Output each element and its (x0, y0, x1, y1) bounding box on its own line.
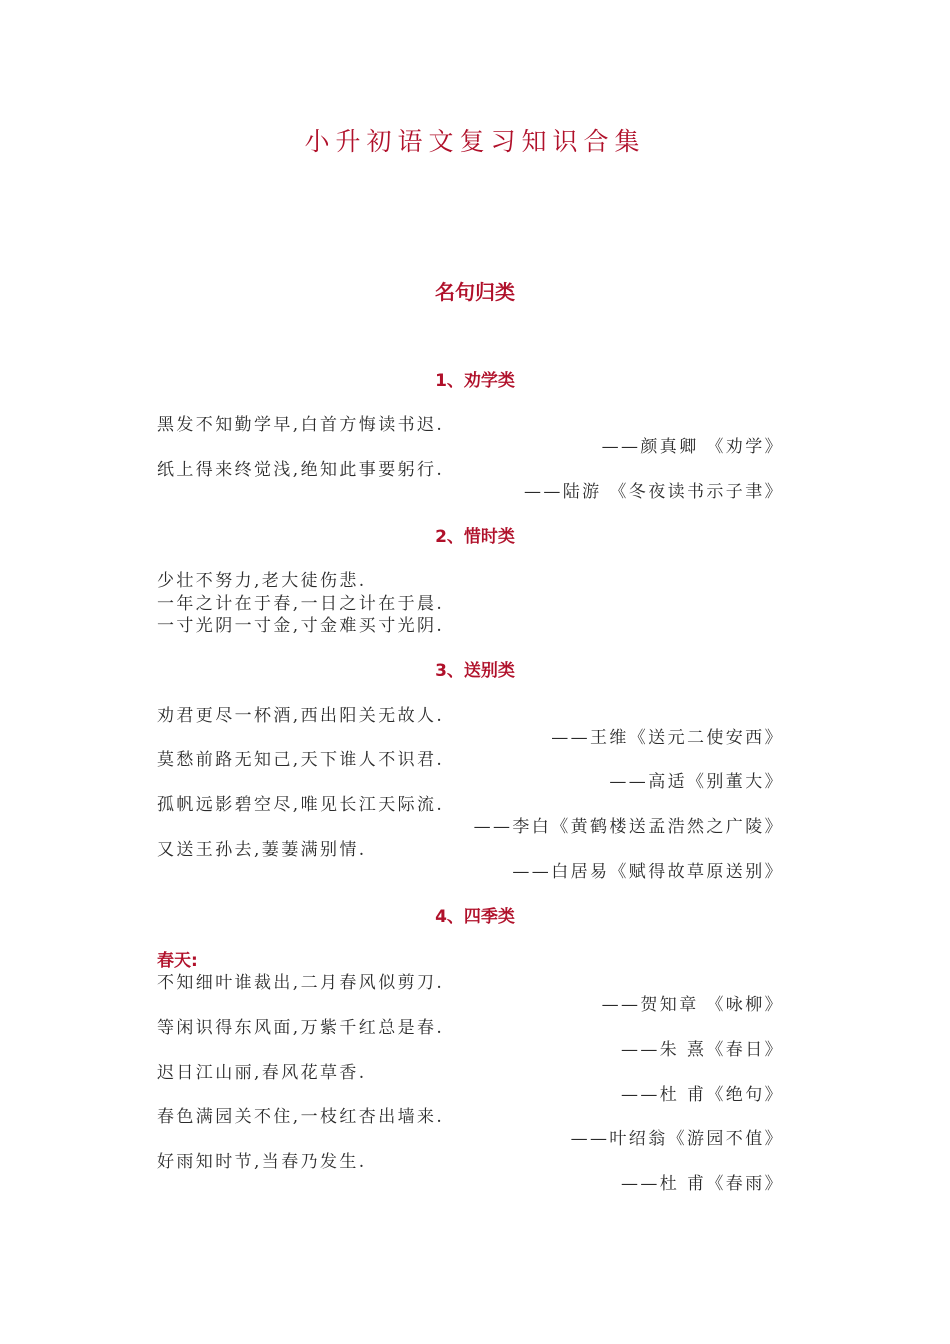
quote-line: 一寸光阴一寸金,寸金难买寸光阴. (157, 616, 445, 636)
quote-attribution: ——贺知章 《咏柳》 (601, 995, 784, 1015)
quote-line: 一年之计在于春,一日之计在于晨. (157, 594, 445, 614)
document-title: 小升初语文复习知识合集 (304, 127, 646, 156)
quote-attribution: ——王维《送元二使安西》 (551, 728, 784, 748)
quote-attribution: ——高适《别董大》 (609, 772, 784, 792)
quote-attribution: ——白居易《赋得故草原送别》 (512, 862, 784, 882)
quote-line: 春色满园关不住,一枝红杏出墙来. (157, 1107, 445, 1127)
category-heading: 3、送别类 (435, 661, 515, 681)
season-subheading: 春天: (157, 951, 198, 971)
quote-line: 孤帆远影碧空尽,唯见长江天际流. (157, 795, 445, 815)
category-heading: 2、惜时类 (435, 527, 515, 547)
quote-attribution: ——杜 甫《绝句》 (620, 1085, 784, 1105)
category-heading: 4、四季类 (435, 907, 515, 927)
quote-line: 黑发不知勤学早,白首方悔读书迟. (157, 415, 445, 435)
quote-line: 劝君更尽一杯酒,西出阳关无故人. (157, 706, 445, 726)
category-heading: 1、劝学类 (435, 371, 515, 391)
quote-line: 好雨知时节,当春乃发生. (157, 1152, 367, 1172)
quote-line: 纸上得来终觉浅,绝知此事要躬行. (157, 460, 445, 480)
quote-attribution: ——朱 熹《春日》 (620, 1040, 784, 1060)
quote-attribution: ——杜 甫《春雨》 (620, 1174, 784, 1194)
quote-attribution: ——颜真卿 《劝学》 (601, 437, 784, 457)
quote-line: 少壮不努力,老大徒伤悲. (157, 571, 367, 591)
quote-attribution: ——李白《黄鹤楼送孟浩然之广陵》 (473, 817, 784, 837)
quote-line: 不知细叶谁裁出,二月春风似剪刀. (157, 973, 445, 993)
section-title: 名句归类 (435, 280, 515, 304)
quote-line: 又送王孙去,萋萋满别情. (157, 840, 367, 860)
quote-line: 等闲识得东风面,万紫千红总是春. (157, 1018, 445, 1038)
quote-line: 莫愁前路无知己,天下谁人不识君. (157, 750, 445, 770)
quote-attribution: ——陆游 《冬夜读书示子聿》 (523, 482, 784, 502)
quote-line: 迟日江山丽,春风花草香. (157, 1063, 367, 1083)
quote-attribution: ——叶绍翁《游园不值》 (570, 1129, 784, 1149)
